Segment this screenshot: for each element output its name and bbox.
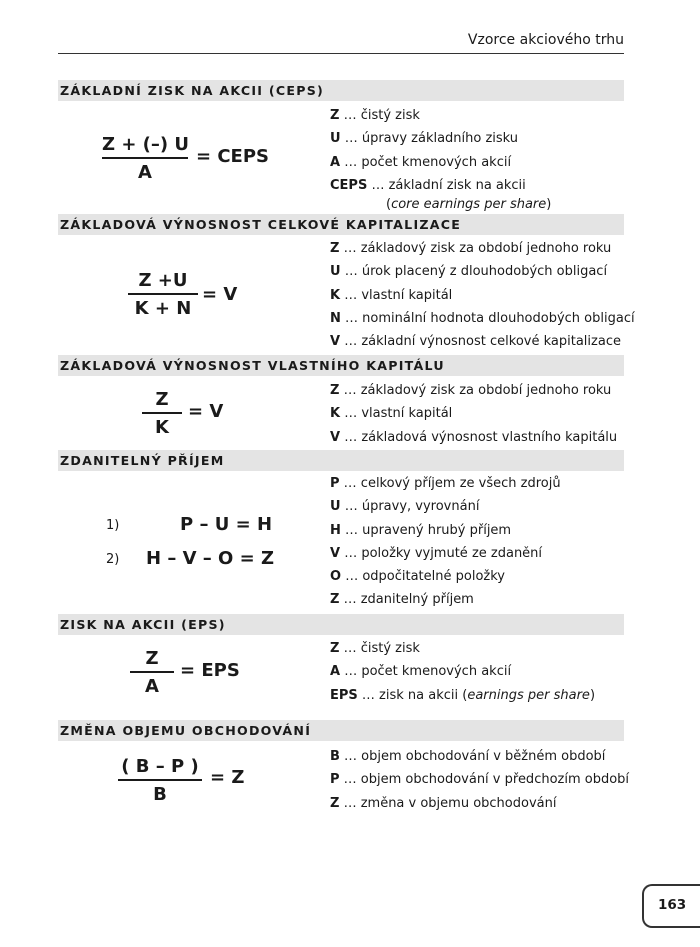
formula-numerator: Z + (–) U (102, 134, 190, 155)
definition-note: (core earnings per share) (386, 197, 552, 213)
definition-item: H … upravený hrubý příjem (330, 522, 512, 538)
formula-result: = CEPS (196, 146, 270, 167)
formula-result: = Z (210, 767, 245, 788)
row-expression: H – V – O = Z (146, 548, 275, 569)
definition-item: Z … změna v objemu obchodování (330, 795, 557, 811)
definition-item: Z … zdanitelný příjem (330, 592, 474, 608)
section-total-capitalization (58, 214, 635, 350)
formula-denominator: A (138, 162, 152, 183)
definition-item: Z … základový zisk za období jednoho roku (330, 241, 612, 256)
formula-fraction (102, 134, 188, 183)
definition-list (330, 104, 630, 216)
definition-item: P … celkový příjem ze všech zdrojů (330, 476, 561, 491)
definition-item: A … počet kmenových akcií (330, 154, 512, 170)
formula-fraction (130, 648, 174, 697)
definition-list (330, 237, 635, 353)
definition-item: O … odpočitatelné položky (330, 569, 505, 585)
formula-denominator: K + N (134, 298, 192, 319)
definition-list (330, 472, 630, 612)
section-heading: ZISK NA AKCII (EPS) (58, 614, 624, 635)
definition-list (330, 745, 630, 815)
formula-fraction (118, 756, 202, 805)
page-number: 163 (658, 897, 687, 913)
definition-item: A … počet kmenových akcií (330, 664, 512, 680)
definition-list (330, 637, 630, 707)
section-heading: ZÁKLADOVÁ VÝNOSNOST CELKOVÉ KAPITALIZACE (58, 214, 624, 235)
row-label: 2) (106, 552, 120, 567)
section-taxable-income (58, 450, 624, 608)
definition-item: U … úpravy, vyrovnání (330, 499, 480, 515)
formula-result: = V (202, 284, 238, 305)
definition-item: EPS … zisk na akcii (earnings per share) (330, 687, 596, 703)
section-heading: ZÁKLADNÍ ZISK NA AKCII (CEPS) (58, 80, 624, 101)
row-label: 1) (106, 518, 120, 533)
fraction-bar (102, 157, 188, 159)
fraction-bar (142, 412, 182, 414)
fraction-bar (118, 779, 202, 781)
definition-item: P … objem obchodování v předchozím období (330, 772, 630, 788)
formula-numerator: ( B – P ) (121, 756, 199, 777)
section-heading: ZÁKLADOVÁ VÝNOSNOST VLASTNÍHO KAPITÁLU (58, 355, 624, 376)
section-equity-yield (58, 355, 624, 445)
header-rule (58, 53, 624, 54)
section-trading-volume-change (58, 720, 630, 811)
formula-denominator: B (153, 784, 167, 805)
definition-item: Z … čistý zisk (330, 641, 420, 656)
formula-result: = EPS (180, 660, 240, 681)
formula-numerator: Z (155, 389, 169, 410)
definition-item: U … úrok placený z dlouhodobých obligací (330, 264, 608, 280)
page-number-tab (642, 884, 700, 928)
formula-numerator: Z (145, 648, 159, 669)
definition-item: V … základová výnosnost vlastního kapitálu (330, 429, 618, 445)
definition-item: V … položky vyjmuté ze zdanění (330, 545, 543, 561)
formula-fraction (128, 270, 198, 319)
row-expression: P – U = H (180, 514, 273, 535)
section-ceps (58, 80, 624, 213)
definition-item: N … nominální hodnota dlouhodobých obligací (330, 310, 635, 326)
definition-item: K … vlastní kapitál (330, 287, 453, 303)
formula-fraction (142, 389, 182, 438)
definition-item: V … základní výnosnost celkové kapitalizace (330, 334, 621, 350)
definition-item: Z … čistý zisk (330, 108, 420, 123)
definition-item: B … objem obchodování v běžném období (330, 749, 606, 764)
definition-list (330, 379, 630, 449)
definition-item: CEPS … základní zisk na akcii (330, 177, 526, 193)
section-heading: ZMĚNA OBJEMU OBCHODOVÁNÍ (58, 720, 624, 741)
fraction-bar (130, 671, 174, 673)
definition-item: Z … základový zisk za období jednoho roku (330, 383, 612, 398)
formula-result: = V (188, 401, 224, 422)
fraction-bar (128, 293, 198, 295)
header-title: Vzorce akciového trhu (467, 32, 624, 48)
formula-denominator: A (145, 676, 159, 697)
section-heading: ZDANITELNÝ PŘÍJEM (58, 450, 624, 471)
definition-item: U … úpravy základního zisku (330, 131, 519, 147)
formula-denominator: K (155, 417, 169, 438)
formula-numerator: Z +U (138, 270, 188, 291)
definition-item: K … vlastní kapitál (330, 406, 453, 422)
section-eps (58, 614, 624, 703)
